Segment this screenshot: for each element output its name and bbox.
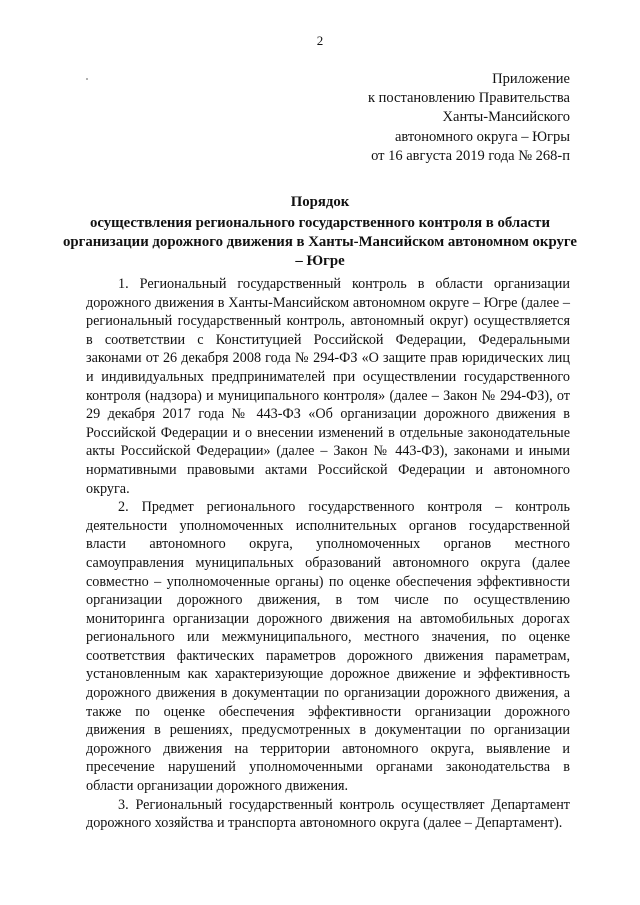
title-subheading: осуществления регионального государственного контроля в области организации дорожного движения в Ханты-Мансийском автономном округе – Югре	[63, 215, 577, 269]
appendix-line: Приложение	[492, 71, 570, 87]
document-body	[86, 275, 570, 833]
page-number: 2	[316, 33, 324, 48]
appendix-line: от 16 августа 2019 года № 268-п	[371, 147, 570, 164]
paragraph: 2. Предмет регионального государственного контроля – контроль деятельности уполномоченных исполнительных органов государственной власти автономного округа, уполномоченных органов местного самоуправления муниципальных образований автономного округа (далее совместно – уполномоченные органы) по оценке обеспечения эффективности организации дорожного движения, в том числе по осуществлению мониторинга организации дорожного движения на автомобильных дорогах регионального или межмуниципального, местного значения, по оценке соответствия фактических параметров дорожного движения параметрам, установленным как характеризующие дорожное движение и эффективность дорожного движения в документации по организации дорожного движения, а также по оценке обеспечения эффективности организации дорожного движения в решениях, предусмотренных в документации по организации дорожного движения на территории автономного округа, выявление и пресечение нарушений уполномоченными органами законодательства в области организации дорожного движения.	[86, 499, 570, 795]
document-title	[60, 193, 580, 271]
appendix-line: автономного округа – Югры	[394, 128, 570, 145]
scan-speck	[86, 78, 88, 80]
appendix-reference	[368, 70, 570, 166]
appendix-line: к постановлению Правительства	[368, 90, 570, 107]
appendix-line: Ханты-Мансийского	[442, 109, 570, 126]
paragraph: 1. Региональный государственный контроль в области организации дорожного движения в Ханты-Мансийском автономном округе – Югре (далее – региональный государственный контроль, автономный округ) осуществляется в соответствии с Конституцией Российской Федерации, Федеральными законами от 26 декабря 2008 года № 294-ФЗ «О защите прав юридических лиц и индивидуальных предпринимателей при осуществлении государственного контроля (надзора) и муниципального контроля» (далее – Закон № 294-ФЗ), от 29 декабря 2017 года № 443-ФЗ «Об организации дорожного движения в Российской Федерации и о внесении изменений в отдельные законодательные акты Российской Федерации» (далее – Закон № 443-ФЗ), законами и иными нормативными правовыми актами Российской Федерации и автономного округа.	[86, 276, 570, 497]
paragraph: 3. Региональный государственный контроль осуществляет Департамент дорожного хозяйства и транспорта автономного округа (далее – Департамент).	[86, 796, 570, 832]
title-heading: Порядок	[290, 194, 350, 210]
